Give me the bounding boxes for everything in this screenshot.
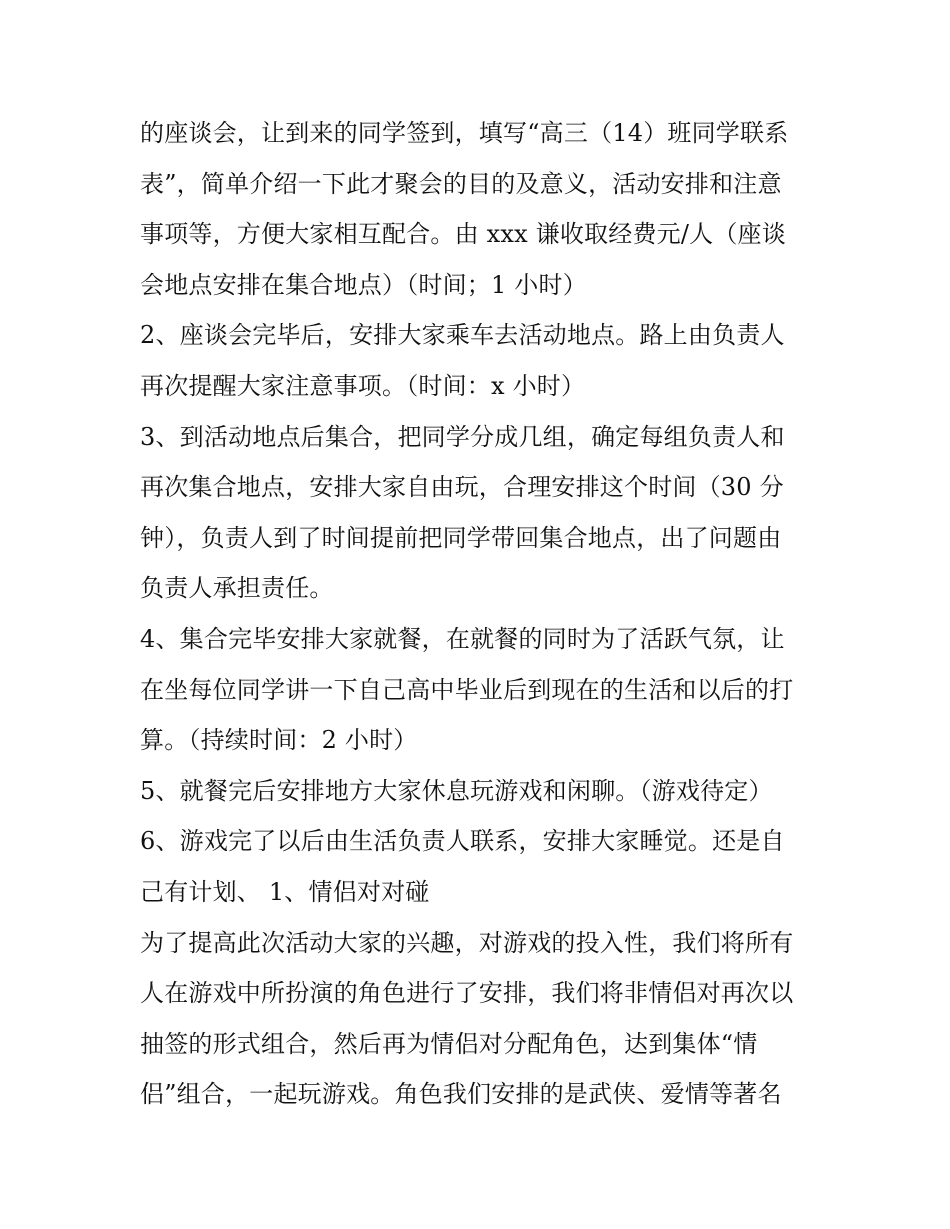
text-line: 在坐每位同学讲一下自己高中毕业后到现在的生活和以后的打 (140, 675, 794, 704)
text-line: 侣”组合，一起玩游戏。角色我们安排的是武侠、爱情等著名 (140, 1080, 782, 1109)
text-line: 2、座谈会完毕后，安排大家乘车去活动地点。路上由负责人 (140, 321, 785, 350)
text-line: 再次集合地点，安排大家自由玩，合理安排这个时间（30 分 (140, 473, 784, 502)
text-line: 算。（持续时间：2 小时） (140, 726, 418, 755)
text-line: 5、就餐完后安排地方大家休息玩游戏和闲聊。（游戏待定） (140, 776, 773, 805)
text-line: 6、游戏完了以后由生活负责人联系，安排大家睡觉。还是自 (140, 827, 785, 856)
text-line: 4、集合完毕安排大家就餐，在就餐的同时为了活跃气氛，让 (140, 624, 785, 653)
text-line: 负责人承担责任。 (140, 574, 334, 603)
text-line: 会地点安排在集合地点）（时间；1 小时） (140, 270, 587, 299)
text-line: 表”，简单介绍一下此才聚会的目的及意义，活动安排和注意 (140, 169, 782, 198)
document-body (140, 108, 830, 1120)
text-line: 再次提醒大家注意事项。（时间：x 小时） (140, 371, 586, 400)
text-line: 己有计划、 1、情侣对对碰 (140, 877, 430, 906)
text-line: 3、到活动地点后集合，把同学分成几组，确定每组负责人和 (140, 422, 785, 451)
text-line: 的座谈会，让到来的同学签到，填写“高三（14）班同学联系 (140, 119, 789, 147)
text-line: 事项等，方便大家相互配合。由 xxx 谦收取经费元/人（座谈 (140, 220, 786, 249)
text-line: 为了提高此次活动大家的兴趣，对游戏的投入性，我们将所有 (140, 928, 794, 957)
text-line: 人在游戏中所扮演的角色进行了安排，我们将非情侣对再次以 (140, 979, 794, 1008)
text-line: 抽签的形式组合，然后再为情侣对分配角色，达到集体“情 (140, 1029, 758, 1058)
text-line: 钟），负责人到了时间提前把同学带回集合地点，出了问题由 (140, 523, 782, 552)
